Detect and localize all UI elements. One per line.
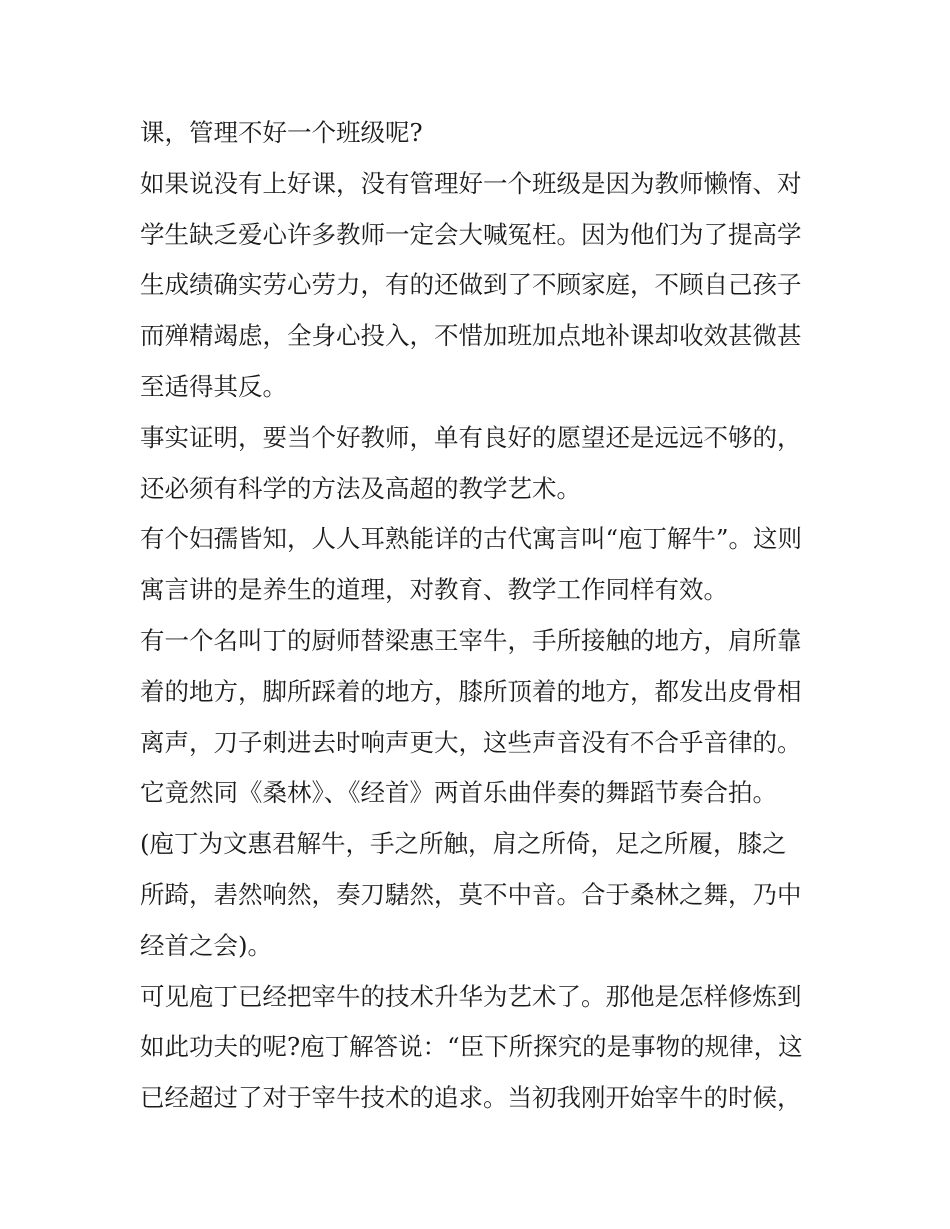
text-line: 有一个名叫丁的厨师替梁惠王宰牛，手所接触的地方，肩所靠 [140,625,802,655]
text-line: 着的地方，脚所踩着的地方，膝所顶着的地方，都发出皮骨相 [140,676,802,706]
text-line: 所踦，砉然响然，奏刀騞然，莫不中音。合于桑林之舞，乃中 [140,879,802,909]
text-line: 至适得其反。 [140,371,287,401]
text-line: 经首之会)。 [140,930,273,960]
text-line: 有个妇孺皆知，人人耳熟能详的古代寓言叫“庖丁解牛”。这则 [140,524,803,554]
text-line: 课，管理不好一个班级呢? [140,118,423,147]
text-line: 生成绩确实劳心劳力，有的还做到了不顾家庭，不顾自己孩子 [140,270,802,300]
text-line: 还必须有科学的方法及高超的教学艺术。 [140,473,581,503]
text-line: 如果说没有上好课，没有管理好一个班级是因为教师懒惰、对 [140,168,802,198]
text-line: 可见庖丁已经把宰牛的技术升华为艺术了。那他是怎样修炼到 [140,981,802,1011]
text-line: 离声，刀子刺进去时响声更大，这些声音没有不合乎音律的。 [140,727,802,757]
text-line: 寓言讲的是养生的道理，对教育、教学工作同样有效。 [140,575,728,605]
text-line: 它竟然同《桑林》、《经首》两首乐曲伴奏的舞蹈节奏合拍。 [140,778,777,808]
text-line: 学生缺乏爱心许多教师一定会大喊冤枉。因为他们为了提高学 [140,219,802,249]
text-line: 事实证明，要当个好教师，单有良好的愿望还是远远不够的， [140,422,802,452]
text-line: 已经超过了对于宰牛技术的追求。当初我刚开始宰牛的时候， [140,1083,802,1113]
text-line: 如此功夫的呢?庖丁解答说：“臣下所探究的是事物的规律，这 [140,1032,803,1062]
text-line: 而殚精竭虑，全身心投入，不惜加班加点地补课却收效甚微甚 [140,321,802,351]
text-line: (庖丁为文惠君解牛，手之所触，肩之所倚，足之所履，膝之 [140,829,787,859]
body-text [140,108,820,1124]
